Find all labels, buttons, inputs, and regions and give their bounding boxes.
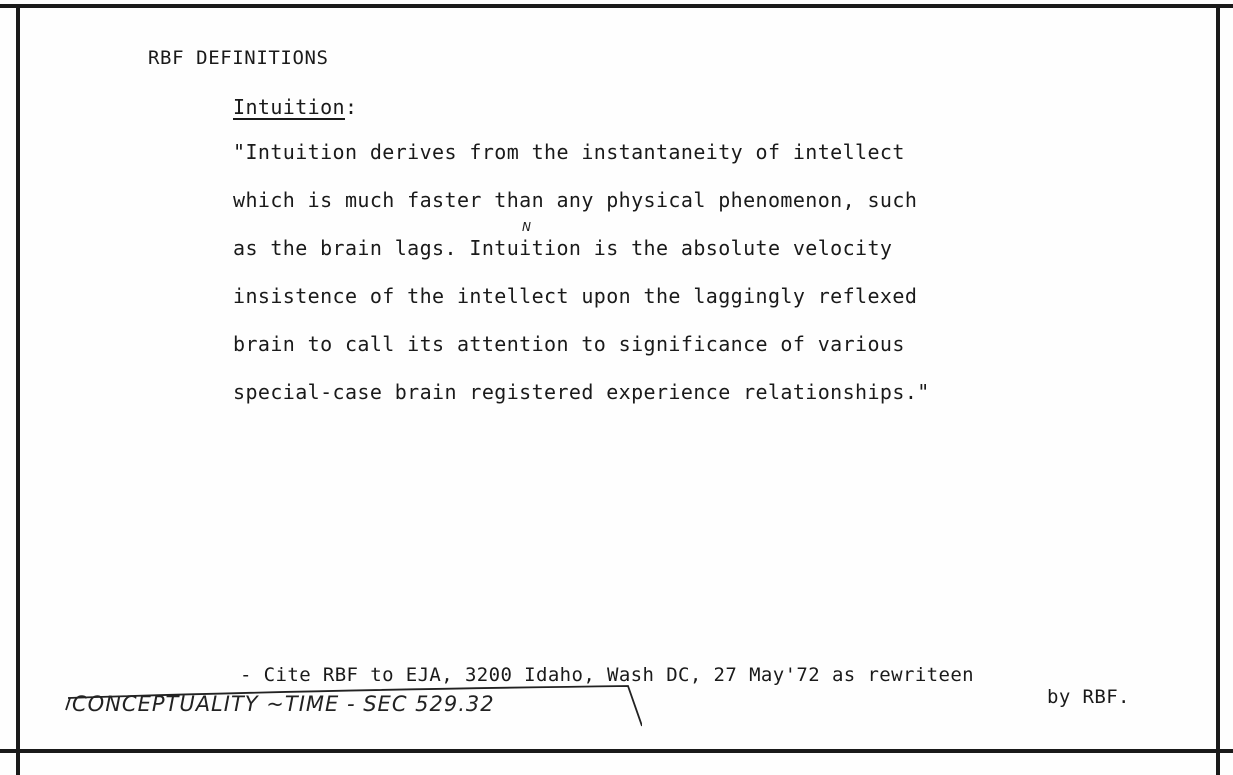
handwritten-insert-mark: N <box>522 220 531 234</box>
quote-line-1: "Intuition derives from the instantaneity of intellect <box>233 140 905 164</box>
card-left-border <box>16 4 20 775</box>
quote-line-5: brain to call its attention to significance of various <box>233 332 905 356</box>
term-word: Intuition <box>233 95 345 119</box>
quote-line-4: insistence of the intellect upon the laggingly reflexed <box>233 284 918 308</box>
quote-line-3: as the brain lags. Intuition is the absolute velocity <box>233 236 893 260</box>
card-heading: RBF DEFINITIONS <box>148 47 329 69</box>
quote-line-2: which is much faster than any physical phenomenon, such <box>233 188 918 212</box>
card-bottom-border <box>0 749 1233 753</box>
term-colon: : <box>344 95 358 119</box>
card-right-border <box>1216 4 1220 775</box>
quote-line-6: special-case brain registered experience relationships." <box>233 380 930 404</box>
card-top-border <box>0 4 1233 8</box>
definition-term <box>233 95 357 119</box>
citation-line: - Cite RBF to EJA, 3200 Idaho, Wash DC, 27 May'72 as rewriteen <box>240 664 975 686</box>
handwritten-section-note: CONCEPTUALITY ~TIME - SEC 529.32 <box>72 692 495 716</box>
citation-byline: by RBF. <box>1047 686 1130 708</box>
